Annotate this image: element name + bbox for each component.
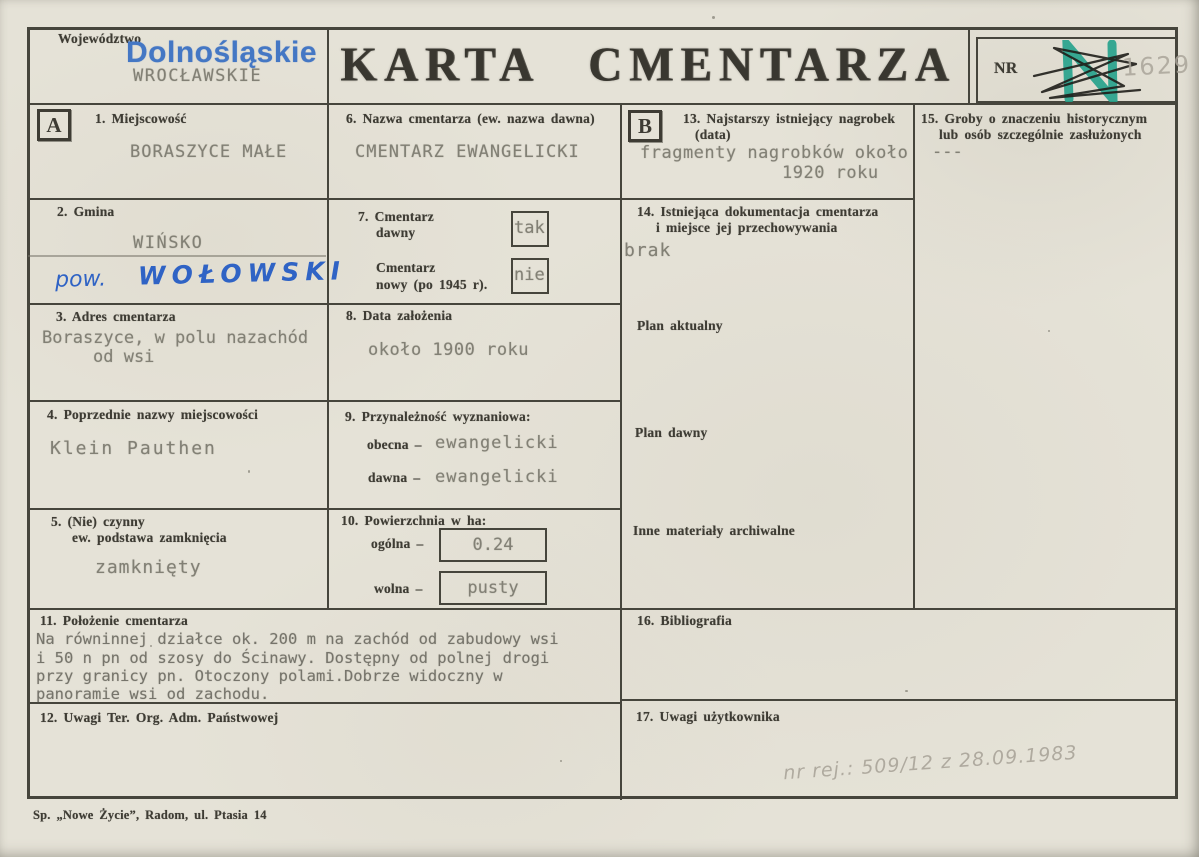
field-10-ogolna-box	[439, 528, 547, 562]
field-9-value2: ewangelicki	[435, 467, 559, 487]
field-5-value: zamknięty	[95, 557, 202, 578]
nr-box	[976, 37, 1192, 103]
nr-pencil-number: 1629	[1121, 50, 1192, 82]
field-10-label: 10. Powierzchnia w ha:	[341, 513, 487, 528]
province-typed-value: WROCŁAWSKIE	[133, 66, 263, 86]
field-8-value: około 1900 roku	[368, 340, 530, 360]
field-11-text-line2: i 50 n pn od szosy do Ścinawy. Dostępny od polnej drogi	[36, 649, 550, 667]
grid-line	[620, 699, 1178, 701]
scan-speckle	[150, 645, 152, 647]
field-11-label: 11. Położenie cmentarza	[40, 613, 188, 628]
field-15-label-line1: 15. Groby o znaczeniu historycznym	[921, 111, 1148, 126]
field-6-label: 6. Nazwa cmentarza (ew. nazwa dawna)	[346, 111, 595, 126]
field-9-label: 9. Przynależność wyznaniowa:	[345, 409, 531, 424]
scan-speckle	[1048, 330, 1050, 332]
grid-line	[27, 608, 1178, 610]
field-1-value: BORASZYCE MAŁE	[130, 142, 288, 162]
field-11-text-line1: Na równinnej działce ok. 200 m na zachód od zabudowy wsi	[36, 630, 559, 648]
handwritten-value: WOŁOWSKI	[137, 256, 347, 291]
field-13-label-line2: (data)	[695, 127, 731, 142]
grid-line	[27, 198, 915, 200]
field-13-label-line1: 13. Najstarszy istniejący nagrobek	[683, 111, 896, 126]
field-6-value: CMENTARZ EWANGELICKI	[355, 142, 580, 162]
scan-speckle	[560, 760, 562, 762]
field-8-label: 8. Data założenia	[346, 308, 453, 323]
field-12-label: 12. Uwagi Ter. Org. Adm. Państwowej	[40, 710, 279, 725]
grid-line	[27, 508, 622, 510]
field-1-label: 1. Miejscowość	[95, 111, 187, 126]
field-10-sub2-label: wolna –	[374, 581, 423, 596]
field-7-value2: nie	[514, 265, 545, 285]
grid-line	[27, 400, 622, 402]
field-16-label: 16. Bibliografia	[637, 613, 732, 628]
field-9-sub1-label: obecna –	[367, 437, 422, 452]
ruled-line	[28, 255, 326, 257]
scan-speckle	[712, 16, 715, 19]
field-4-value: Klein Pauthen	[50, 438, 217, 459]
field-14-inne-materialy-label: Inne materiały archiwalne	[633, 523, 795, 538]
nr-label: NR	[994, 60, 1018, 77]
field-10-sub1-label: ogólna –	[371, 536, 424, 551]
field-15-value: ---	[932, 142, 963, 162]
grid-line	[327, 27, 329, 610]
scan-speckle	[905, 690, 908, 692]
field-10-value2: pusty	[467, 578, 519, 598]
field-3-label: 3. Adres cmentarza	[56, 309, 176, 324]
printer-imprint: Sp. „Nowe Życie”, Radom, ul. Ptasia 14	[33, 808, 267, 822]
field-10-value1: 0.24	[472, 535, 514, 555]
scan-speckle	[248, 470, 250, 473]
field-14-label-line1: 14. Istniejąca dokumentacja cmentarza	[637, 204, 879, 219]
field-13-value-line1: fragmenty nagrobków około	[640, 143, 909, 163]
field-5-label-line2: ew. podstawa zamknięcia	[72, 530, 227, 545]
field-9-sub2-label: dawna –	[368, 470, 421, 485]
grid-line	[27, 303, 622, 305]
field-7-value1: tak	[514, 218, 545, 238]
province-label: Województwo	[58, 31, 142, 46]
field-14-plan-aktualny-label: Plan aktualny	[637, 318, 723, 333]
handwritten-prefix: pow.	[54, 266, 107, 293]
field-7-sub2-label-line2: nowy (po 1945 r).	[376, 277, 488, 292]
field-14-plan-dawny-label: Plan dawny	[635, 425, 708, 440]
field-5-label-line1: 5. (Nie) czynny	[51, 514, 145, 529]
field-14-value: brak	[624, 240, 672, 261]
field-13-value-line2: 1920 roku	[782, 163, 879, 183]
field-9-value1: ewangelicki	[435, 433, 559, 453]
field-7-label: 7. Cmentarz	[358, 209, 434, 224]
section-b-badge: B	[628, 110, 662, 142]
field-3-value-line1: Boraszyce, w polu nazachód	[42, 328, 309, 348]
field-17-pencil-note: nr rej.: 509/12 z 28.09.1983	[782, 741, 1079, 785]
grid-line	[620, 103, 622, 800]
province-stamp: Dolnośląskie	[126, 36, 318, 69]
grid-line	[968, 27, 970, 105]
field-14-label-line2: i miejsce jej przechowywania	[656, 220, 838, 235]
field-7-sub2-label-line1: Cmentarz	[376, 260, 436, 275]
field-17-label: 17. Uwagi użytkownika	[636, 709, 780, 724]
field-10-wolna-box	[439, 571, 547, 605]
field-4-label: 4. Poprzednie nazwy miejscowości	[47, 407, 259, 422]
field-2-label: 2. Gmina	[57, 204, 115, 219]
field-15-label-line2: lub osób szczególnie zasłużonych	[939, 127, 1142, 142]
field-11-text-line4: panoramie wsi od zachodu.	[36, 685, 270, 703]
grid-line	[913, 103, 915, 610]
field-2-value: WIŃSKO	[133, 233, 204, 253]
section-a-badge: A	[37, 109, 71, 141]
field-3-value-line2: od wsi	[93, 347, 155, 367]
grid-line	[27, 103, 1178, 105]
field-11-text-line3: przy granicy pn. Otoczony polami.Dobrze widoczny w	[36, 667, 503, 685]
page-title: KARTA CMENTARZA	[340, 37, 956, 93]
field-7-sub1-label: dawny	[376, 225, 416, 240]
